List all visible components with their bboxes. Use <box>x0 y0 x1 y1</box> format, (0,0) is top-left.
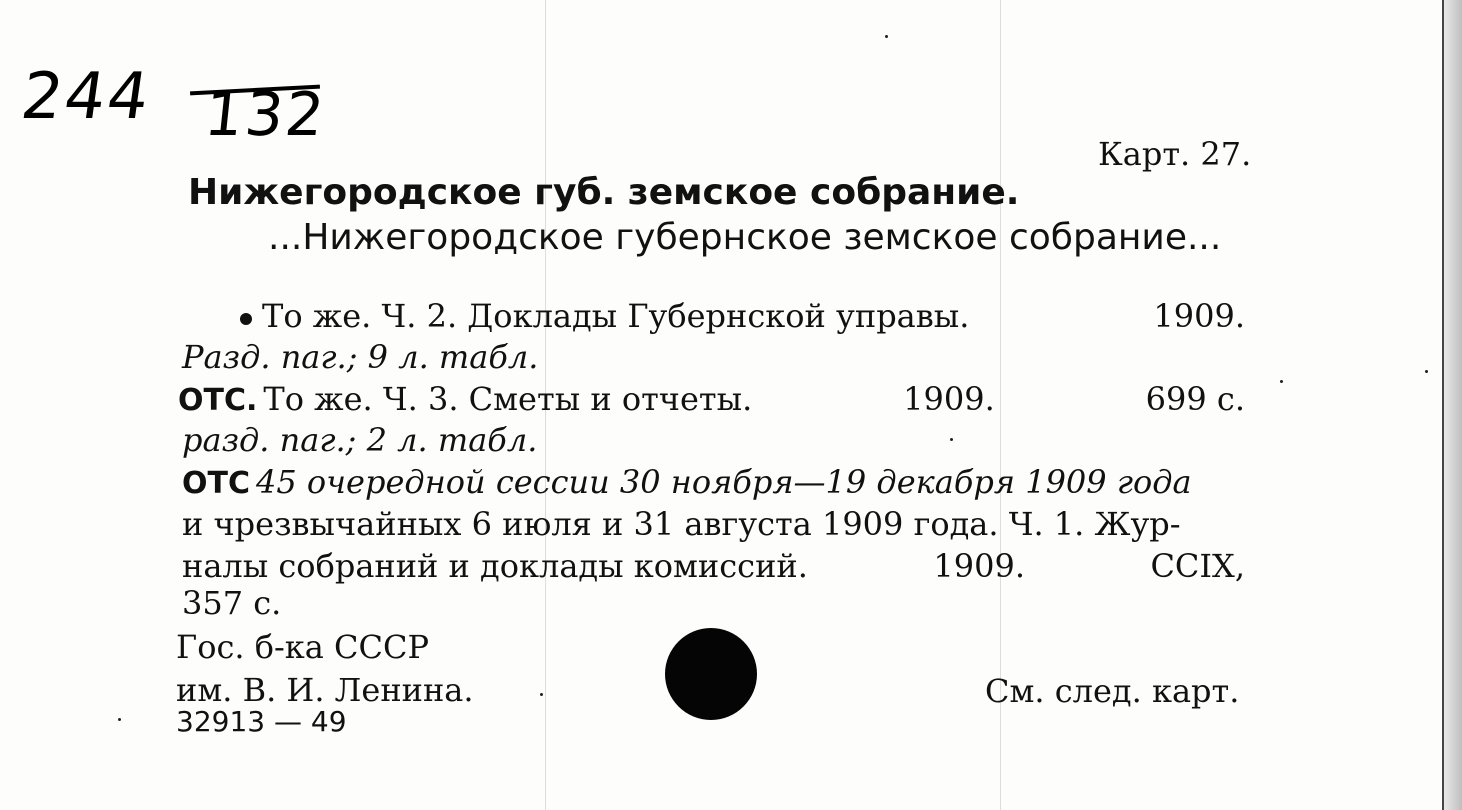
scan-speck <box>118 718 121 721</box>
scan-speck <box>540 693 543 696</box>
library-line-1: Гос. б-ка СССР <box>176 628 430 666</box>
entry-2-mark: ОТС. <box>178 383 258 418</box>
scan-speck <box>1425 370 1428 373</box>
entry-3-year: 1909. <box>933 547 1025 585</box>
entry-3-line-1 <box>182 463 1192 501</box>
entry-2-pages: 699 с. <box>1145 380 1245 418</box>
library-line-2: им. В. И. Ленина. <box>176 671 474 709</box>
scan-speck <box>1280 380 1283 383</box>
entry-1-line-2: Разд. паг.; 9 л. табл. <box>182 338 539 376</box>
card-edge <box>1442 0 1462 810</box>
entry-2-year: 1909. <box>903 380 995 418</box>
entry-1-year: 1909. <box>1153 297 1245 335</box>
entry-3-title: налы собраний и доклады комиссий. <box>182 547 808 585</box>
punch-hole <box>665 628 757 720</box>
print-code: 32913 — 49 <box>176 705 347 738</box>
entry-2-title: То же. Ч. 3. Сметы и отчеты. <box>263 380 753 418</box>
shelfmark-left: 244 <box>16 60 156 134</box>
entry-3-line-3 <box>182 547 1245 585</box>
entry-1-title: То же. Ч. 2. Доклады Губернской управы. <box>262 297 970 335</box>
entry-2-line-2: разд. паг.; 2 л. табл. <box>182 421 538 459</box>
entry-3-text: 45 очередной сессии 30 ноября—19 декабря 1909 года <box>255 463 1192 501</box>
shelfmark-right: 132 <box>201 80 330 150</box>
entry-3-roman: CCIX, <box>1150 547 1245 585</box>
organization-heading: Нижегородское губ. земское собрание. <box>188 172 1020 213</box>
entry-3-mark: ОТС <box>182 466 250 501</box>
see-next-card: См. след. карт. <box>985 672 1240 710</box>
entry-3-line-4: 357 с. <box>182 584 282 622</box>
entry-2-line-1 <box>178 380 1245 418</box>
organization-subtitle: ...Нижегородское губернское земское собрание... <box>268 217 1222 258</box>
scan-speck <box>950 438 953 441</box>
bullet-mark-icon <box>240 313 252 325</box>
entry-1-line-1 <box>240 297 1245 335</box>
entry-3-line-2: и чрезвычайных 6 июля и 31 августа 1909 года. Ч. 1. Жур- <box>182 505 1181 543</box>
card-number: Карт. 27. <box>1098 135 1252 173</box>
scan-speck <box>885 35 888 38</box>
